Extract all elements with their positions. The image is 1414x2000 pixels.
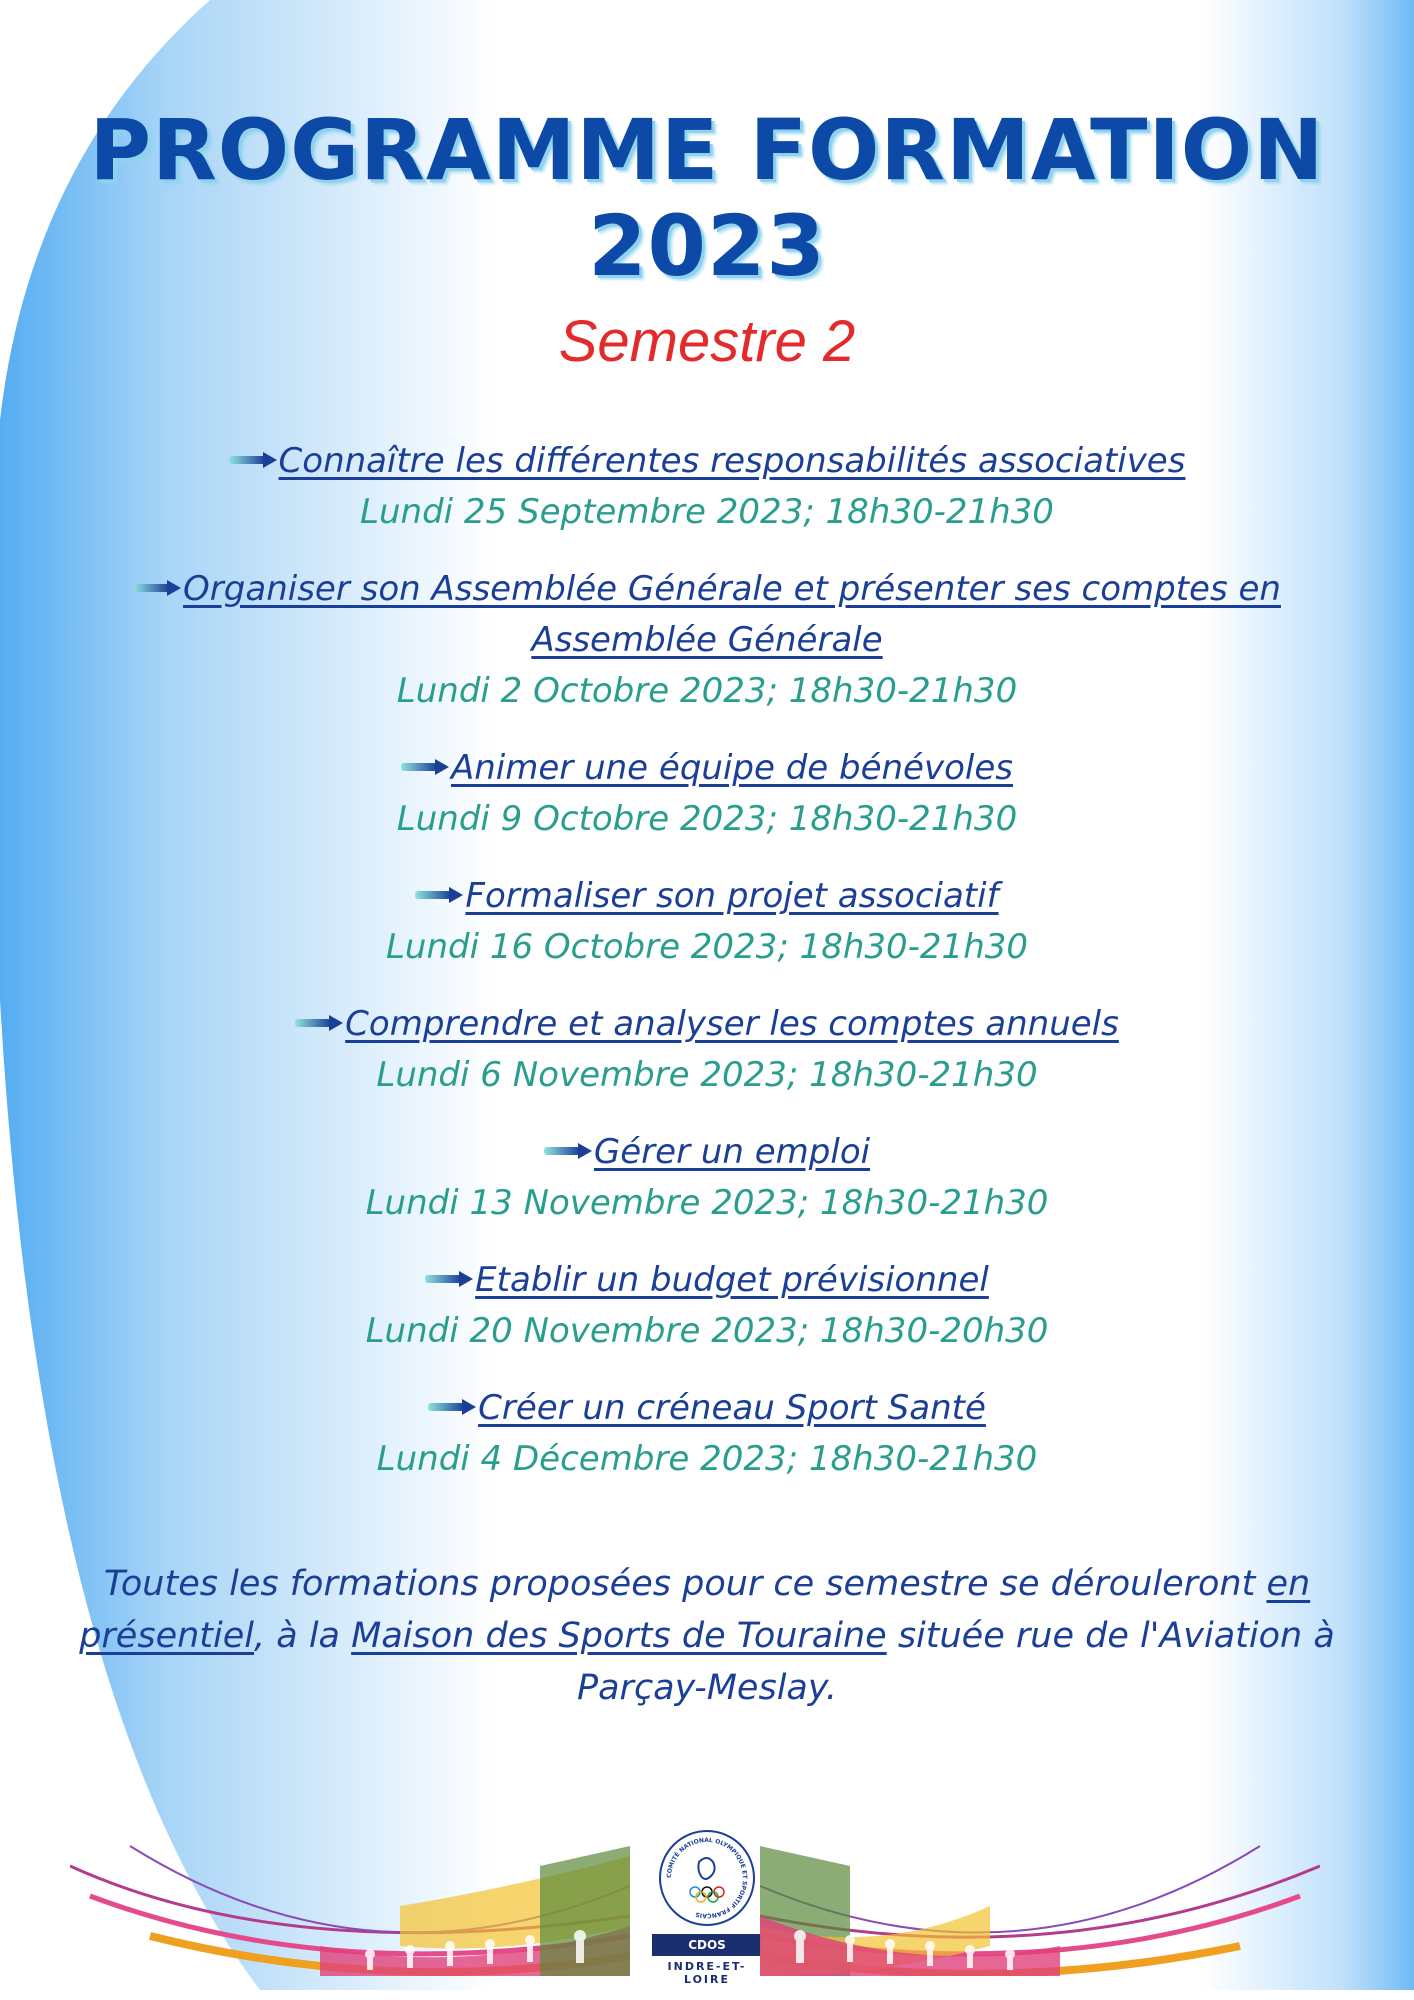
session-item bbox=[0, 871, 1414, 973]
session-date: Lundi 4 Décembre 2023; 18h30-21h30 bbox=[376, 1439, 1038, 1479]
arrow-right-icon bbox=[229, 451, 277, 469]
subtitle: Semestre 2 bbox=[558, 309, 856, 374]
session-item bbox=[0, 1127, 1414, 1229]
arrow-right-icon bbox=[133, 579, 181, 597]
session-item bbox=[0, 743, 1414, 845]
attendance-mode-link[interactable]: en présentiel bbox=[79, 1564, 1311, 1656]
session-list bbox=[0, 436, 1414, 1485]
session-title[interactable]: Organiser son Assemblée Générale et présenter ses comptes en Assemblée Générale bbox=[183, 569, 1281, 660]
session-title[interactable]: Animer une équipe de bénévoles bbox=[451, 748, 1013, 788]
logo-ring-text: COMITÉ NATIONAL OLYMPIQUE ET SPORTIF FRANÇAIS bbox=[665, 1836, 749, 1920]
location-text: Toutes les formations proposées pour ce semestre se dérouleront bbox=[103, 1564, 1267, 1604]
arrow-right-icon bbox=[428, 1398, 476, 1416]
arrow-right-icon bbox=[415, 886, 463, 904]
logo-sub-text: INDRE-ET-LOIRE bbox=[667, 1960, 747, 1986]
main-title-line2: 2023 bbox=[588, 197, 826, 295]
arrow-right-icon bbox=[401, 758, 449, 776]
arrow-right-icon bbox=[295, 1014, 343, 1032]
session-date: Lundi 25 Septembre 2023; 18h30-21h30 bbox=[360, 492, 1054, 532]
session-item bbox=[0, 999, 1414, 1101]
session-item bbox=[0, 1255, 1414, 1357]
decorative-swoosh-right bbox=[760, 1826, 1320, 1976]
session-title[interactable]: Comprendre et analyser les comptes annuels bbox=[345, 1004, 1119, 1044]
session-title[interactable]: Formaliser son projet associatif bbox=[465, 876, 999, 916]
session-title[interactable]: Gérer un emploi bbox=[593, 1132, 871, 1172]
venue-link[interactable]: Maison des Sports de Touraine bbox=[351, 1616, 887, 1656]
session-date: Lundi 2 Octobre 2023; 18h30-21h30 bbox=[396, 671, 1018, 711]
location-note bbox=[60, 1558, 1354, 1714]
session-date: Lundi 13 Novembre 2023; 18h30-21h30 bbox=[365, 1183, 1049, 1223]
location-text: située rue de l'Aviation à Parçay-Meslay. bbox=[577, 1616, 1335, 1708]
session-item bbox=[0, 1383, 1414, 1485]
session-title[interactable]: Etablir un budget prévisionnel bbox=[475, 1260, 989, 1300]
session-date: Lundi 6 Novembre 2023; 18h30-21h30 bbox=[376, 1055, 1038, 1095]
session-item bbox=[0, 564, 1414, 717]
main-title-line1: PROGRAMME FORMATION bbox=[89, 101, 1325, 199]
session-date: Lundi 20 Novembre 2023; 18h30-20h30 bbox=[365, 1311, 1049, 1351]
session-item bbox=[0, 436, 1414, 538]
logo-bar-text: CDOS bbox=[652, 1934, 762, 1956]
arrow-right-icon bbox=[544, 1142, 592, 1160]
session-title[interactable]: Créer un créneau Sport Santé bbox=[478, 1388, 986, 1428]
session-date: Lundi 9 Octobre 2023; 18h30-21h30 bbox=[396, 799, 1018, 839]
cdos-logo bbox=[650, 1830, 764, 1990]
decorative-swoosh-left bbox=[70, 1826, 630, 1976]
arrow-right-icon bbox=[425, 1270, 473, 1288]
rooster-olympic-rings-icon bbox=[659, 1830, 755, 1926]
location-text: , à la bbox=[254, 1616, 352, 1656]
session-title[interactable]: Connaître les différentes responsabilités associatives bbox=[278, 441, 1186, 481]
session-date: Lundi 16 Octobre 2023; 18h30-21h30 bbox=[385, 927, 1029, 967]
